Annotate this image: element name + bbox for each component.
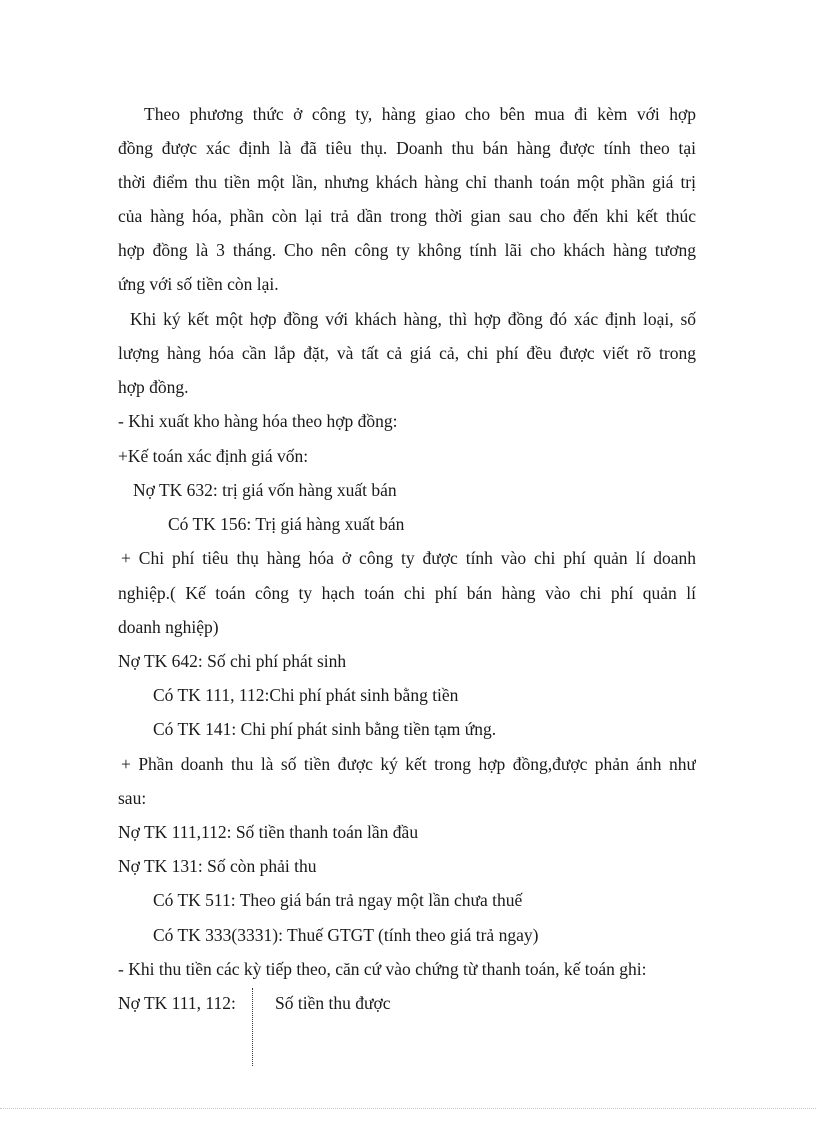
export-heading: - Khi xuất kho hàng hóa theo hợp đồng:	[118, 411, 398, 431]
paragraph1-line2: đồng được xác định là đã tiêu thụ. Doanh thu bán hàng được tính theo tại	[118, 138, 696, 158]
collect-heading: - Khi thu tiền các kỳ tiếp theo, căn cứ vào chứng từ thanh toán, kế toán ghi:	[118, 959, 647, 979]
cost-line3: doanh nghiệp)	[118, 617, 219, 637]
cost-debit-entry: Nợ TK 642: Số chi phí phát sinh	[118, 651, 347, 671]
paragraph1-line1: Theo phương thức ở công ty, hàng giao cho bên mua đi kèm với hợp	[144, 104, 696, 124]
export-credit-entry: Có TK 156: Trị giá hàng xuất bán	[168, 514, 405, 534]
cost-credit-entry-1: Có TK 111, 112:Chi phí phát sinh bằng tiền	[153, 685, 459, 705]
paragraph2-line3: hợp đồng.	[118, 377, 189, 397]
revenue-credit-entry-1: Có TK 511: Theo giá bán trả ngay một lần chưa thuế	[153, 890, 523, 910]
cost-line1: + Chi phí tiêu thụ hàng hóa ở công ty được tính vào chi phí quản lí doanh	[121, 548, 696, 568]
revenue-debit-entry-2: Nợ TK 131: Số còn phải thu	[118, 856, 317, 876]
revenue-line2: sau:	[118, 788, 147, 808]
paragraph1-line4: của hàng hóa, phần còn lại trả dần trong thời gian sau cho đến khi kết thúc	[118, 206, 696, 226]
paragraph2-line1: Khi ký kết một hợp đồng với khách hàng, thì hợp đồng đó xác định loại, số	[130, 309, 696, 329]
export-subheading: +Kế toán xác định giá vốn:	[118, 446, 309, 466]
revenue-line1: + Phần doanh thu là số tiền được ký kết trong hợp đồng,được phản ánh như	[121, 754, 696, 774]
page-bottom-rule	[0, 1108, 816, 1109]
cost-line2: nghiệp.( Kế toán công ty hạch toán chi phí bán hàng vào chi phí quản lí	[118, 583, 696, 603]
collect-debit-description: Số tiền thu được	[275, 993, 391, 1013]
paragraph1-line3: thời điểm thu tiền một lần, nhưng khách hàng chỉ thanh toán một phần giá trị	[118, 172, 696, 192]
paragraph1-line5: hợp đồng là 3 tháng. Cho nên công ty không tính lãi cho khách hàng tương	[118, 240, 696, 260]
collect-debit-account: Nợ TK 111, 112:	[118, 993, 236, 1013]
export-debit-entry: Nợ TK 632: trị giá vốn hàng xuất bán	[133, 480, 397, 500]
paragraph2-line2: lượng hàng hóa cần lắp đặt, và tất cả giá cả, chi phí đều được viết rõ trong	[118, 343, 696, 363]
paragraph1-line6: ứng với số tiền còn lại.	[118, 274, 279, 294]
revenue-credit-entry-2: Có TK 333(3331): Thuế GTGT (tính theo giá trả ngay)	[153, 925, 539, 945]
revenue-debit-entry-1: Nợ TK 111,112: Số tiền thanh toán lần đầu	[118, 822, 419, 842]
ledger-divider	[252, 988, 253, 1066]
cost-credit-entry-2: Có TK 141: Chi phí phát sinh bằng tiền tạm ứng.	[153, 719, 497, 739]
